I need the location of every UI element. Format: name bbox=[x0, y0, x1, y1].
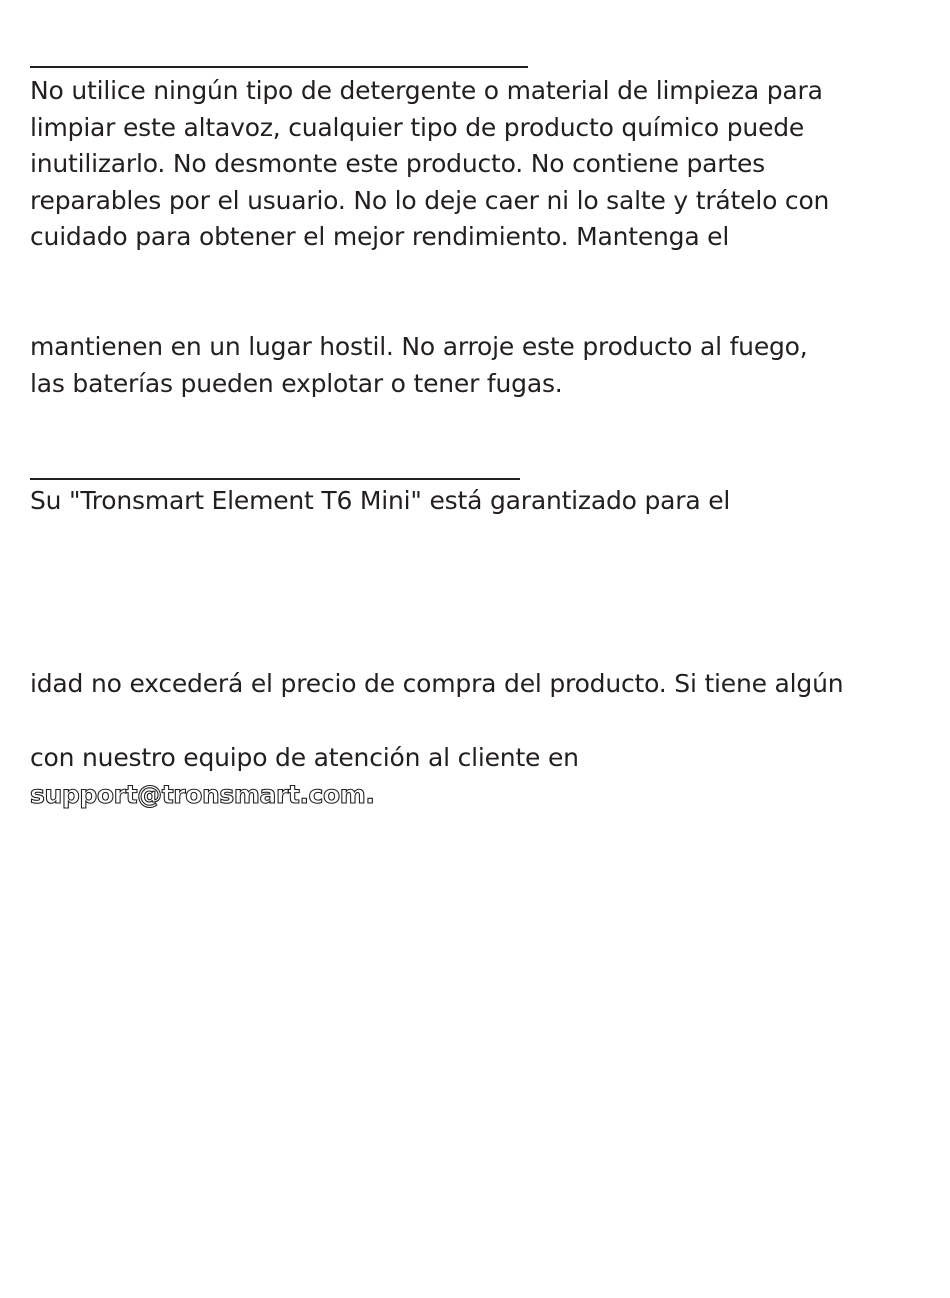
paragraph-line: las baterías pueden explotar o tener fugas. bbox=[30, 368, 563, 398]
paragraph-line: inutilizarlo. No desmonte este producto. No contiene partes bbox=[30, 149, 765, 179]
paragraph-line: mantienen en un lugar hostil. No arroje este producto al fuego, bbox=[30, 332, 808, 361]
paragraph-line: reparables por el usuario. No lo deje caer ni lo salte y trátelo con bbox=[30, 185, 830, 215]
paragraph-line: con nuestro equipo de atención al cliente en bbox=[30, 743, 579, 772]
paragraph-line: limpiar este altavoz, cualquier tipo de producto químico puede bbox=[30, 112, 805, 142]
warranty-intro bbox=[30, 483, 930, 520]
section-divider-top bbox=[30, 66, 528, 68]
paragraph-line: cuidado para obtener el mejor rendimiento. Mantenga el bbox=[30, 222, 730, 252]
cleaning-paragraph bbox=[30, 73, 930, 256]
support-email-link[interactable]: support@tronsmart.com. bbox=[30, 779, 375, 809]
section-divider-warranty bbox=[30, 478, 520, 480]
paragraph-line: Su "Tronsmart Element T6 Mini" está garantizado para el bbox=[30, 486, 731, 515]
paragraph-line: No utilice ningún tipo de detergente o material de limpieza para bbox=[30, 76, 823, 105]
cleaning-paragraph-continuation bbox=[30, 329, 930, 402]
paragraph-line: idad no excederá el precio de compra del producto. Si tiene algún bbox=[30, 669, 844, 698]
warranty-liability bbox=[30, 666, 930, 703]
warranty-contact bbox=[30, 740, 930, 813]
